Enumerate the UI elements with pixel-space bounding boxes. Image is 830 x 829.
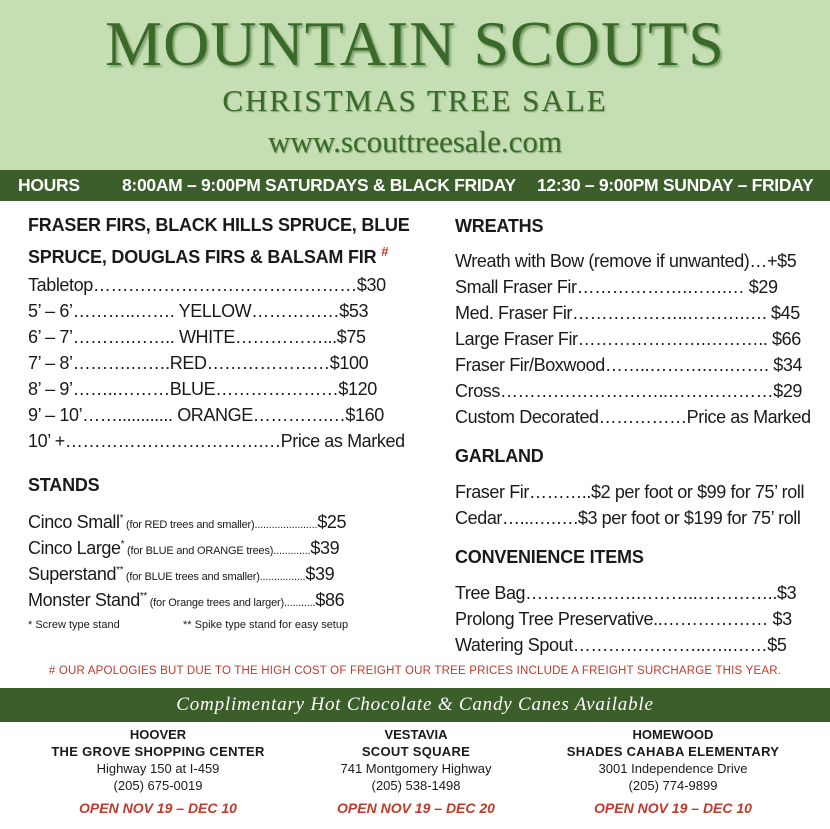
stand-mark: * xyxy=(120,539,125,550)
wreath-row-custom: Custom Decorated……………Price as Marked xyxy=(455,407,811,427)
stand-note-screw: * Screw type stand xyxy=(28,619,120,631)
tree-row-8-9: 8’ – 9’……..………BLUE…………………$120 xyxy=(28,379,377,399)
location-open-dates: OPEN NOV 19 – DEC 10 xyxy=(79,800,237,816)
tree-row-7-8: 7’ – 8’……….…….RED…………………$100 xyxy=(28,353,369,373)
garland-heading: GARLAND xyxy=(455,446,544,466)
stand-note-spike: ** Spike type stand for easy setup xyxy=(183,619,349,631)
header-banner xyxy=(0,0,830,170)
location-city: HOMEWOOD xyxy=(632,727,714,742)
garland-row-fraser: Fraser Fir………..$2 per foot or $99 for 75’ roll xyxy=(455,482,805,502)
page-subtitle: CHRISTMAS TREE SALE xyxy=(222,83,608,118)
trees-heading-line2 xyxy=(28,240,388,269)
wreath-row-bow: Wreath with Bow (remove if unwanted)…+$5 xyxy=(455,251,797,271)
location-open-dates: OPEN NOV 19 – DEC 20 xyxy=(337,800,495,816)
location-venue: THE GROVE SHOPPING CENTER xyxy=(51,744,265,759)
wreath-row-boxwood: Fraser Fir/Boxwood……..……….….……. $34 xyxy=(455,355,803,375)
wreath-row-cross: Cross………………………..………………$29 xyxy=(455,381,803,401)
stand-row-cinco-small xyxy=(28,508,346,536)
location-city: VESTAVIA xyxy=(384,727,448,742)
location-city: HOOVER xyxy=(129,727,187,742)
stand-price: $25 xyxy=(317,512,347,532)
tree-row-6-7: 6’ – 7’……….…….. WHITE……………...$75 xyxy=(28,327,366,347)
wreath-row-small: Small Fraser Fir……………….…….… $29 xyxy=(455,277,778,297)
stand-row-superstand xyxy=(28,560,334,588)
stand-detail: (for BLUE trees and smaller)................ xyxy=(123,571,306,583)
location-phone: (205) 538-1498 xyxy=(371,778,461,793)
hours-bar xyxy=(0,170,830,201)
stand-detail: (for Orange trees and larger)........... xyxy=(146,597,316,609)
wreaths-heading: WREATHS xyxy=(455,216,544,236)
tree-row-tabletop: Tabletop………………………………………$30 xyxy=(28,275,386,295)
location-address: 3001 Independence Drive xyxy=(598,761,748,776)
trees-heading-text: SPRUCE, DOUGLAS FIRS & BALSAM FIR xyxy=(28,247,377,267)
garland-row-cedar: Cedar…...….….$3 per foot or $199 for 75’ roll xyxy=(455,508,801,528)
stand-detail: (for BLUE and ORANGE trees)............. xyxy=(124,545,311,557)
stand-price: $86 xyxy=(315,590,345,610)
page-title: MOUNTAIN SCOUTS xyxy=(105,8,725,79)
stand-name: Monster Stand xyxy=(28,590,140,610)
stand-mark: ** xyxy=(139,591,147,602)
stand-price: $39 xyxy=(310,538,340,558)
freight-apology-note: # OUR APOLOGIES BUT DUE TO THE HIGH COST OF FREIGHT OUR TREE PRICES INCLUDE A FREIGHT SURCHARGE THIS YEAR. xyxy=(48,665,782,677)
location-venue: SHADES CAHABA ELEMENTARY xyxy=(566,744,780,759)
hours-weekend: 8:00AM – 9:00PM SATURDAYS & BLACK FRIDAY xyxy=(122,175,516,195)
stand-name: Cinco Small xyxy=(28,512,120,532)
tree-row-9-10: 9’ – 10’……............ ORANGE………….…$160 xyxy=(28,405,384,425)
hours-label: HOURS xyxy=(18,175,80,195)
location-vestavia xyxy=(281,727,551,817)
stands-heading: STANDS xyxy=(28,475,100,495)
location-address: 741 Montgomery Highway xyxy=(340,761,492,776)
convenience-heading: CONVENIENCE ITEMS xyxy=(455,547,644,567)
hours-weekday: 12:30 – 9:00PM SUNDAY – FRIDAY xyxy=(537,175,814,195)
location-homewood xyxy=(538,727,808,817)
freight-mark: # xyxy=(381,244,389,259)
stand-row-monster xyxy=(28,586,344,614)
trees-heading-line1: FRASER FIRS, BLACK HILLS SPRUCE, BLUE xyxy=(28,215,410,235)
wreath-row-large: Large Fraser Fir………………….……….. $66 xyxy=(455,329,801,349)
location-phone: (205) 675-0019 xyxy=(113,778,203,793)
stand-detail: (for RED trees and smaller)...................... xyxy=(123,519,318,531)
location-hoover xyxy=(23,727,293,817)
location-phone: (205) 774-9899 xyxy=(628,778,718,793)
stand-mark: * xyxy=(119,513,124,524)
website-url[interactable]: www.scouttreesale.com xyxy=(267,124,563,159)
complimentary-banner: Complimentary Hot Chocolate & Candy Canes Available xyxy=(0,688,830,722)
stand-price: $39 xyxy=(305,564,335,584)
tree-row-5-6: 5’ – 6’………..……. YELLOW……………$53 xyxy=(28,301,369,321)
tree-row-10-plus: 10’ +…………………………….…Price as Marked xyxy=(28,431,405,451)
stand-row-cinco-large xyxy=(28,534,339,562)
convenience-row-preservative: Prolong Tree Preservative..……………… $3 xyxy=(455,609,792,629)
location-open-dates: OPEN NOV 19 – DEC 10 xyxy=(594,800,752,816)
wreath-row-medium: Med. Fraser Fir………………..……….…. $45 xyxy=(455,303,800,323)
stand-name: Superstand xyxy=(28,564,117,584)
stand-mark: ** xyxy=(116,565,124,576)
stand-name: Cinco Large xyxy=(28,538,121,558)
convenience-row-bag: Tree Bag……………….………..…………..$3 xyxy=(455,583,797,603)
location-address: Highway 150 at I-459 xyxy=(96,761,220,776)
location-venue: SCOUT SQUARE xyxy=(361,744,471,759)
convenience-row-spout: Watering Spout…………………..…..……$5 xyxy=(455,635,787,655)
